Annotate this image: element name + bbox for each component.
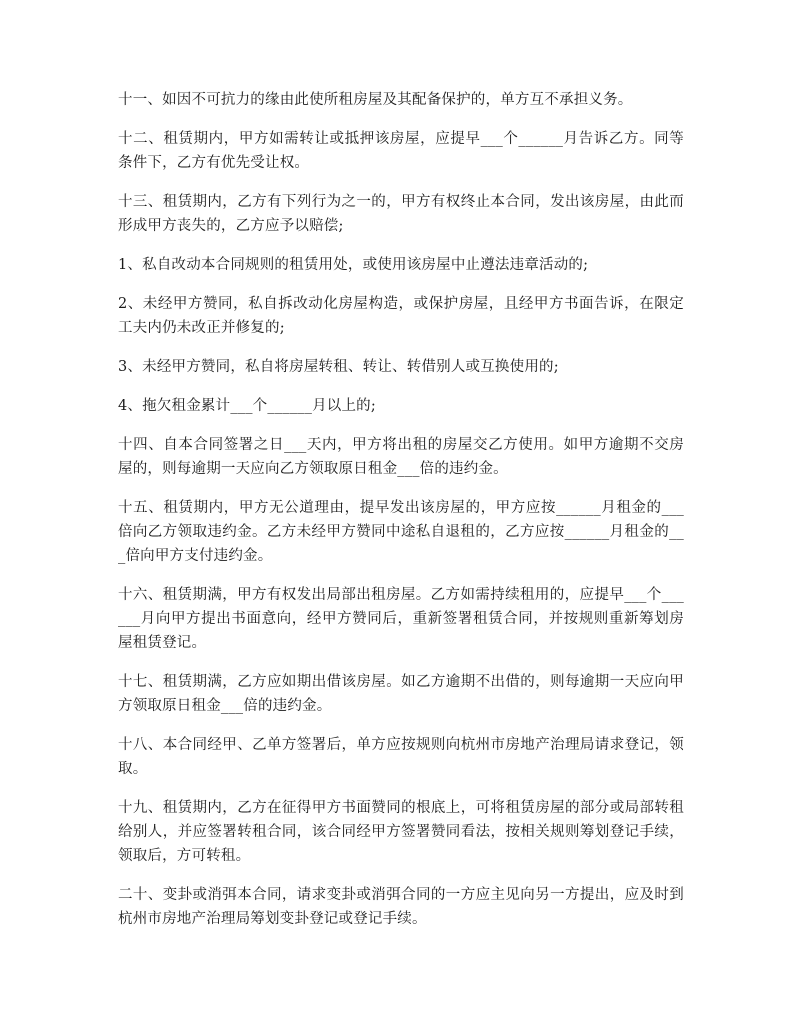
clause-16: 十六、租赁期满，甲方有权发出局部出租房屋。乙方如需持续租用的，应提早___个______月向甲方提出书面意向，经甲方赞同后，重新签署租赁合同，并按规则重新筹划房屋租赁登记。 xyxy=(118,587,684,651)
clause-14: 十四、自本合同签署之日___天内，甲方将出租的房屋交乙方使用。如甲方逾期不交房屋的，则每逾期一天应向乙方领取原日租金___倍的违约金。 xyxy=(118,437,684,477)
document-page xyxy=(118,88,684,946)
clause-12: 十二、租赁期内，甲方如需转让或抵押该房屋，应提早___个______月告诉乙方。同等条件下，乙方有优先受让权。 xyxy=(118,131,684,171)
clause-15: 十五、租赁期内，甲方无公道理由，提早发出该房屋的，甲方应按______月租金的___倍向乙方领取违约金。乙方未经甲方赞同中途私自退租的，乙方应按______月租金的___倍向甲方支付违约金。 xyxy=(118,500,684,564)
clause-13-item-2: 2、未经甲方赞同，私自拆改动化房屋构造，或保护房屋，且经甲方书面告诉，在限定工夫内仍未改正并修复的; xyxy=(118,296,684,336)
clause-13: 十三、租赁期内，乙方有下列行为之一的，甲方有权终止本合同，发出该房屋，由此而形成甲方丧失的，乙方应予以赔偿; xyxy=(118,194,684,234)
clause-13-item-3: 3、未经甲方赞同，私自将房屋转租、转让、转借别人或互换使用的; xyxy=(118,359,559,375)
clause-13-item-1: 1、私自改动本合同规则的租赁用处，或使用该房屋中止遵法违章活动的; xyxy=(118,257,589,273)
clause-18: 十八、本合同经甲、乙单方签署后，单方应按规则向杭州市房地产治理局请求登记，领取。 xyxy=(118,737,684,777)
clause-19: 十九、租赁期内，乙方在征得甲方书面赞同的根底上，可将租赁房屋的部分或局部转租给别人，并应签署转租合同，该合同经甲方签署赞同看法，按相关规则筹划登记手续，领取后，方可转租。 xyxy=(118,800,684,864)
clause-20: 二十、变卦或消弭本合同，请求变卦或消弭合同的一方应主见向另一方提出，应及时到杭州市房地产治理局筹划变卦登记或登记手续。 xyxy=(118,887,684,927)
clause-11: 十一、如因不可抗力的缘由此使所租房屋及其配备保护的，单方互不承担义务。 xyxy=(118,92,633,108)
clause-17: 十七、租赁期满，乙方应如期出借该房屋。如乙方逾期不出借的，则每逾期一天应向甲方领取原日租金___倍的违约金。 xyxy=(118,674,684,714)
clause-13-item-4: 4、拖欠租金累计___个______月以上的; xyxy=(118,398,376,414)
